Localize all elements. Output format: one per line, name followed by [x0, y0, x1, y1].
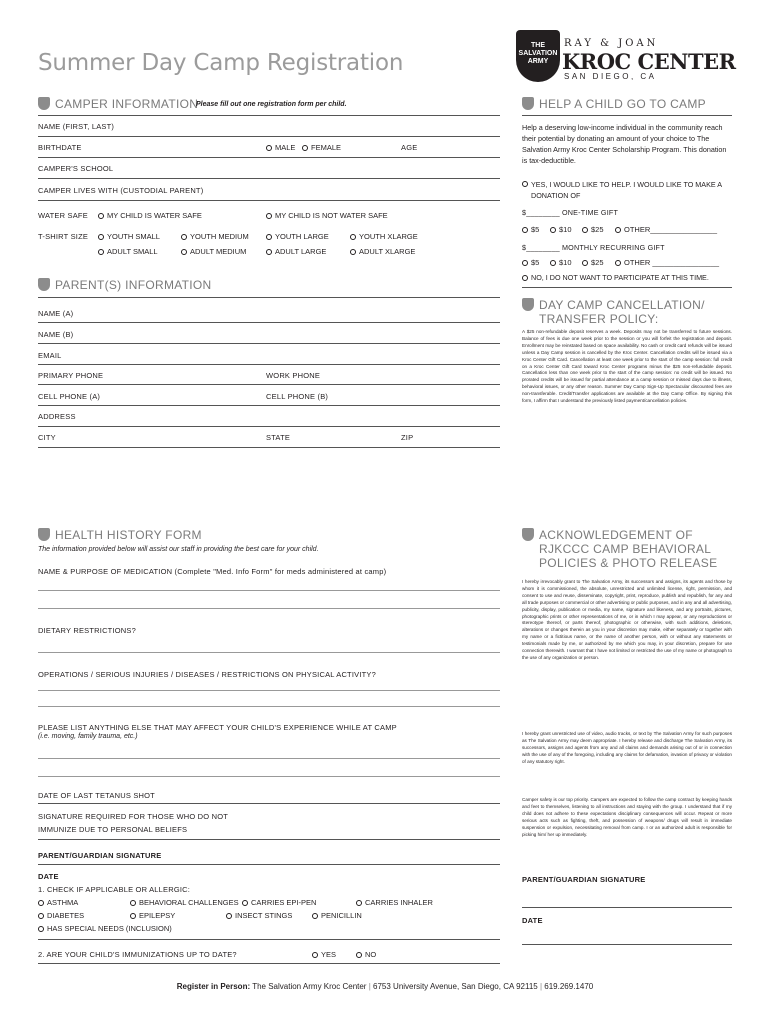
tetanus-field[interactable]: [38, 803, 500, 804]
condition-label: CARRIES EPI-PEN: [251, 898, 317, 907]
condition-label: CARRIES INHALER: [365, 898, 433, 907]
radio-circle-icon: [522, 181, 528, 187]
radio-circle-icon: [550, 260, 556, 266]
immunize-signature-field[interactable]: [38, 839, 500, 840]
yes-label: YES: [321, 950, 337, 959]
water-safe-option: MY CHILD IS WATER SAFE: [107, 211, 202, 220]
divider: [38, 115, 500, 116]
amount-option[interactable]: [522, 258, 539, 267]
donate-yes-option[interactable]: [522, 179, 732, 201]
size-radio[interactable]: [350, 247, 415, 256]
operations-field[interactable]: [38, 706, 500, 707]
condition-checkbox[interactable]: [312, 911, 362, 920]
footer-separator: |: [539, 982, 543, 991]
radio-circle-icon: [181, 249, 187, 255]
anything-else-field[interactable]: [38, 758, 500, 759]
condition-label: EPILEPSY: [139, 911, 176, 920]
divider: [38, 939, 500, 940]
immunize-signature-label-2: IMMUNIZE DUE TO PERSONAL BELIEFS: [38, 825, 188, 834]
radio-circle-icon: [38, 913, 44, 919]
ack-date-field[interactable]: [522, 944, 732, 945]
operations-field[interactable]: [38, 690, 500, 691]
health-history-heading-text: HEALTH HISTORY FORM: [55, 528, 202, 542]
radio-circle-icon: [312, 913, 318, 919]
amount-label: OTHER ________________: [624, 258, 720, 267]
shield-icon: [38, 97, 50, 110]
size-label: ADULT MEDIUM: [190, 247, 247, 256]
amount-option[interactable]: [550, 225, 572, 234]
radio-circle-icon: [242, 900, 248, 906]
health-history-heading: [38, 528, 202, 542]
school-field[interactable]: [38, 178, 500, 179]
cell-a-label: CELL PHONE (A): [38, 392, 101, 401]
email-field[interactable]: [38, 364, 500, 365]
city-field[interactable]: [38, 447, 500, 448]
operations-label: OPERATIONS / SERIOUS INJURIES / DISEASES / RESTRICTIONS ON PHYSICAL ACTIVITY?: [38, 670, 376, 679]
amount-label: $5: [531, 225, 540, 234]
medication-field[interactable]: [38, 608, 500, 609]
radio-circle-icon: [356, 900, 362, 906]
donate-no-option[interactable]: [522, 273, 709, 282]
kroc-center-logo: [516, 30, 736, 84]
size-label: YOUTH SMALL: [107, 232, 160, 241]
parent-info-heading: [38, 278, 212, 292]
help-child-heading-text: HELP A CHILD GO TO CAMP: [539, 97, 706, 111]
size-label: ADULT LARGE: [275, 247, 327, 256]
anything-else-note: (i.e. moving, family trauma, etc.): [38, 733, 138, 740]
health-note: The information provided below will assist our staff in providing the best care for your child.: [38, 546, 319, 553]
birthdate-field[interactable]: [38, 157, 500, 158]
size-radio[interactable]: [181, 232, 249, 241]
medication-label: NAME & PURPOSE OF MEDICATION (Complete "Med. Info Form" for meds administered at camp): [38, 567, 387, 576]
radio-circle-icon: [350, 234, 356, 240]
birthdate-label: BIRTHDATE: [38, 143, 82, 152]
page-title: Summer Day Camp Registration: [38, 50, 404, 76]
water-safe-radio[interactable]: [98, 211, 202, 220]
camper-name-field[interactable]: [38, 136, 500, 137]
condition-label: HAS SPECIAL NEEDS (INCLUSION): [47, 924, 172, 933]
cell-b-label: CELL PHONE (B): [266, 392, 329, 401]
amount-option[interactable]: [550, 258, 572, 267]
footer-phone: 619.269.1470: [544, 982, 594, 991]
salvation-army-shield-logo: THE SALVATION ARMY: [516, 30, 560, 82]
amount-option[interactable]: [522, 225, 539, 234]
footer-label: Register in Person:: [176, 982, 251, 991]
amount-label: $10: [559, 258, 572, 267]
divider: [522, 287, 732, 288]
radio-circle-icon: [226, 913, 232, 919]
medication-field[interactable]: [38, 590, 500, 591]
radio-circle-icon: [312, 952, 318, 958]
female-label: FEMALE: [311, 143, 342, 152]
school-label: CAMPER'S SCHOOL: [38, 164, 114, 173]
radio-circle-icon: [522, 260, 528, 266]
radio-circle-icon: [266, 249, 272, 255]
amount-option[interactable]: [582, 258, 604, 267]
behavior-policy-text: Camper safety is our top priority. Campers are expected to follow the camp contract by keeping hands and feet to themselves, listening to all instructions and staying with the group. I understand that if my child does not adhere to these expectations disciplinary consequences will occur. Repeat or more serious acts such as fighting, theft, and possession of weapons/ drugs will result in immediate suspension or expulsion, necessitating removal from camp. I or an authorized adult is responsible for picking him/ her up immediately.: [522, 797, 732, 837]
male-radio[interactable]: [266, 143, 295, 152]
address-field[interactable]: [38, 426, 500, 427]
cell-field[interactable]: [38, 405, 500, 406]
camper-info-heading: [38, 97, 198, 111]
amount-label: $25: [591, 225, 604, 234]
condition-checkbox[interactable]: [226, 911, 292, 920]
state-label: STATE: [266, 433, 291, 442]
work-phone-label: WORK PHONE: [266, 371, 321, 380]
immunization-yes-radio[interactable]: [312, 950, 336, 959]
ack-date-label: DATE: [522, 916, 543, 925]
amount-label: OTHER________________: [624, 225, 717, 234]
size-radio[interactable]: [266, 232, 329, 241]
radio-circle-icon: [350, 249, 356, 255]
shield-icon: [522, 298, 534, 311]
logo-main-text: KROC CENTER: [562, 49, 736, 74]
size-radio[interactable]: [98, 232, 160, 241]
radio-circle-icon: [615, 227, 621, 233]
ack-guardian-signature-field[interactable]: [522, 907, 732, 908]
camper-name-label: NAME (FIRST, LAST): [38, 122, 115, 131]
radio-circle-icon: [615, 260, 621, 266]
amount-label: $5: [531, 258, 540, 267]
phone-field[interactable]: [38, 384, 500, 385]
help-intro: Help a deserving low-income individual in the community reach their potential by donating an amount of your choice to The Salvation Army Kroc Center Scholarship Program. This donation is tax-deductible.: [522, 123, 727, 165]
radio-circle-icon: [582, 260, 588, 266]
lives-with-label: CAMPER LIVES WITH (CUSTODIAL PARENT): [38, 186, 204, 195]
radio-circle-icon: [181, 234, 187, 240]
amount-option[interactable]: [582, 225, 604, 234]
size-radio[interactable]: [181, 247, 246, 256]
condition-label: ASTHMA: [47, 898, 79, 907]
primary-phone-label: PRIMARY PHONE: [38, 371, 104, 380]
shield-icon: [522, 97, 534, 110]
divider: [38, 963, 500, 964]
acknowledgement-heading-text: ACKNOWLEDGEMENT OF RJKCCC CAMP BEHAVIORAL POLICIES & PHOTO RELEASE: [539, 528, 718, 570]
tetanus-label: DATE OF LAST TETANUS SHOT: [38, 791, 155, 800]
condition-checkbox[interactable]: [38, 911, 84, 920]
radio-circle-icon: [130, 900, 136, 906]
anything-else-field[interactable]: [38, 776, 500, 777]
radio-circle-icon: [522, 275, 528, 281]
radio-circle-icon: [98, 234, 104, 240]
name-a-field[interactable]: [38, 322, 500, 323]
amount-label: $25: [591, 258, 604, 267]
email-label: EMAIL: [38, 351, 62, 360]
city-label: CITY: [38, 433, 56, 442]
guardian-signature-field[interactable]: [38, 864, 500, 865]
ack-guardian-signature-label: PARENT/GUARDIAN SIGNATURE: [522, 875, 646, 884]
shield-icon: [522, 528, 534, 541]
guardian-signature-label: PARENT/GUARDIAN SIGNATURE: [38, 851, 162, 860]
radio-circle-icon: [266, 213, 272, 219]
radio-circle-icon: [582, 227, 588, 233]
footer: [0, 982, 770, 991]
size-radio[interactable]: [350, 232, 418, 241]
size-label: ADULT XLARGE: [359, 247, 416, 256]
condition-checkbox[interactable]: [130, 911, 175, 920]
female-radio[interactable]: [302, 143, 341, 152]
donate-no-label: NO, I DO NOT WANT TO PARTICIPATE AT THIS TIME.: [531, 273, 709, 282]
condition-checkbox[interactable]: [38, 898, 78, 907]
size-label: YOUTH XLARGE: [359, 232, 418, 241]
condition-checkbox[interactable]: [130, 898, 239, 907]
condition-label: PENICILLIN: [321, 911, 362, 920]
male-label: MALE: [275, 143, 296, 152]
photo-release-text: I hereby irrevocably grant to The Salvation Army, its successors and assigns, its agents and those by whom it is commissioned, the absolute, unrestricted and unlimited license, right, permission, and consent to use and reuse, disseminate, copyright, print, reproduce, publish and republish, for any and all trade purposes or commercial or other advertising or public purposes, and in any and all advertising, publicity, display, publication or media, my name, signature and likeness, and any portraits, pictures, photographic prints or other representations of me, or in which I may appear, or any reproductions or stereotype thereof, or parts thereof, photographic or otherwise, with such additions, deletions, alterations or changes therein as you in your discretion may make, either separately or together with my name or a fictitious name, or the name of another person, with or without any statements or testimonials made by me, or authorized by me which you may, in your discretion, prepare for use connection therewith. I warrant that I have not limited or restricted the use of my name or photograph to the use of any organization or person.: [522, 579, 732, 660]
age-label: AGE: [401, 143, 418, 152]
footer-address: 6753 University Avenue, San Diego, CA 92115: [373, 982, 538, 991]
parent-info-heading-text: PARENT(S) INFORMATION: [55, 278, 212, 292]
condition-checkbox[interactable]: [242, 898, 316, 907]
size-radio[interactable]: [98, 247, 158, 256]
radio-circle-icon: [98, 213, 104, 219]
logo-top-text: RAY & JOAN: [564, 38, 659, 49]
zip-label: ZIP: [401, 433, 414, 442]
amount-other-option[interactable]: [615, 258, 719, 267]
water-safe-label: WATER SAFE: [38, 211, 88, 220]
donate-yes-label: YES, I WOULD LIKE TO HELP. I WOULD LIKE TO MAKE A DONATION OF: [531, 180, 722, 200]
immunization-question: 2. ARE YOUR CHILD'S IMMUNIZATIONS UP TO DATE?: [38, 950, 237, 959]
size-label: ADULT SMALL: [107, 247, 158, 256]
not-water-safe-option: MY CHILD IS NOT WATER SAFE: [275, 211, 388, 220]
condition-label: INSECT STINGS: [235, 911, 293, 920]
condition-checkbox[interactable]: [38, 924, 172, 933]
one-time-gift-field[interactable]: $________ ONE-TIME GIFT: [522, 208, 619, 217]
radio-circle-icon: [522, 227, 528, 233]
allergy-question: 1. CHECK IF APPLICABLE OR ALLERGIC:: [38, 885, 191, 894]
help-child-heading: [522, 97, 706, 111]
acknowledgement-heading: [522, 528, 732, 570]
dietary-label: DIETARY RESTRICTIONS?: [38, 626, 136, 635]
size-label: YOUTH LARGE: [275, 232, 329, 241]
radio-circle-icon: [38, 900, 44, 906]
shield-icon: [38, 278, 50, 291]
condition-label: BEHAVIORAL CHALLENGES: [139, 898, 239, 907]
radio-circle-icon: [266, 145, 272, 151]
size-radio[interactable]: [266, 247, 326, 256]
divider: [38, 297, 500, 298]
name-b-label: NAME (B): [38, 330, 74, 339]
condition-label: DIABETES: [47, 911, 85, 920]
no-label: NO: [365, 950, 377, 959]
radio-circle-icon: [550, 227, 556, 233]
address-label: ADDRESS: [38, 412, 76, 421]
immunize-signature-label-1: SIGNATURE REQUIRED FOR THOSE WHO DO NOT: [38, 812, 229, 821]
divider: [522, 115, 732, 116]
size-label: YOUTH MEDIUM: [190, 232, 249, 241]
cancel-policy-heading: [522, 298, 732, 326]
radio-circle-icon: [302, 145, 308, 151]
date-label: DATE: [38, 872, 59, 881]
cancel-policy-text: A $25 non-refundable deposit reserves a week. Deposits may not be transferred to future sessions. Balance of fees is due one week prior to the session or you will forfeit the registration and deposit. Enrollment may be reinstated based on space availability. No cash or credit card refunds will be issued unless a Day Camp session is cancelled by the Kroc Center. Cancellation credits will be issued via a Kroc Center Gift Card. Cancellation at least one week prior to the start of the camp session: full credit on a Kroc Center Gift Card toward Kroc Center programs minus the $25 non-refundable deposit. Cancellation less than one week prior to the start of the camp session: no credit will be issued. No prorated credits will be issued for partial attendance at a camp session or missed days due to illness, behavioral issues, or any other reason. Summer Day Camp Sign-Up Spectacular discounted fees are non-transferable. Credit/Transfer applications are available at the Day Camp Office. By signing this form, I affirm that I understand the previously listed payment/cancellation policies.: [522, 329, 732, 404]
tshirt-label: T-SHIRT SIZE: [38, 232, 89, 241]
radio-circle-icon: [130, 913, 136, 919]
name-b-field[interactable]: [38, 343, 500, 344]
immunization-no-radio[interactable]: [356, 950, 376, 959]
logo-sub-text: SAN DIEGO, CA: [564, 72, 657, 81]
cancel-policy-heading-text: DAY CAMP CANCELLATION/ TRANSFER POLICY:: [539, 298, 705, 326]
media-release-text: I hereby grant unrestricted use of video, audio tracks, or text by The Salvation Army for such purposes as The Salvation Army may deem appropriate. I hereby release and discharge The Salvation Army, its successors, assigns and agents from any and all claims and demands arising out of or in connection with the use of any of the foregoing, including any claims for defamation, invasion of privacy or violation of any statutory right.: [522, 731, 732, 764]
lives-with-field[interactable]: [38, 200, 500, 201]
name-a-label: NAME (A): [38, 309, 74, 318]
shield-icon: [38, 528, 50, 541]
monthly-gift-field[interactable]: $________ MONTHLY RECURRING GIFT: [522, 243, 665, 252]
amount-label: $10: [559, 225, 572, 234]
footer-separator: |: [368, 982, 371, 991]
radio-circle-icon: [98, 249, 104, 255]
radio-circle-icon: [266, 234, 272, 240]
camper-info-heading-text: CAMPER INFORMATION: [55, 97, 199, 111]
amount-other-option[interactable]: [615, 225, 717, 234]
anything-else-label: PLEASE LIST ANYTHING ELSE THAT MAY AFFECT YOUR CHILD'S EXPERIENCE WHILE AT CAMP: [38, 723, 397, 732]
radio-circle-icon: [356, 952, 362, 958]
dietary-field[interactable]: [38, 652, 500, 653]
not-water-safe-radio[interactable]: [266, 211, 388, 220]
camper-info-note: Please fill out one registration form per child.: [196, 101, 347, 108]
condition-checkbox[interactable]: [356, 898, 433, 907]
footer-venue: The Salvation Army Kroc Center: [252, 982, 367, 991]
radio-circle-icon: [38, 926, 44, 932]
